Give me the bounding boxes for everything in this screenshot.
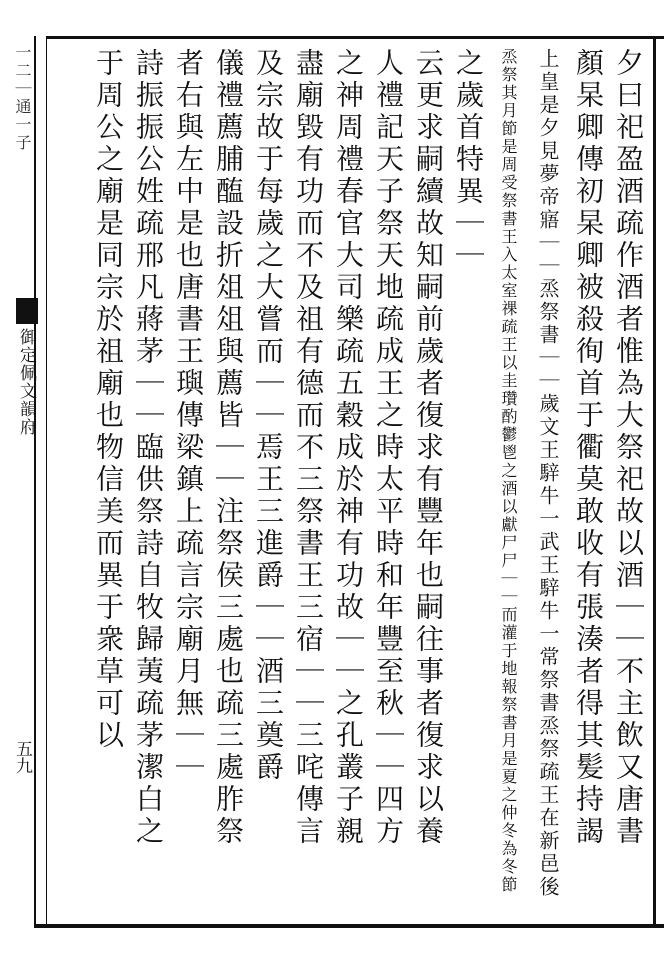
text-column: 顏杲卿傳初杲卿被殺徇首于衢莫敢收有張湊者得其髪持謁 bbox=[572, 48, 605, 848]
book-title: 御定佩文韻府 bbox=[16, 328, 36, 436]
text-column: 者右與左中是也唐書王璵傳梁鎮上疏言宗廟月無｜｜ bbox=[172, 48, 205, 784]
fishtail-block bbox=[16, 298, 38, 324]
frame-left-inner-border bbox=[46, 36, 47, 928]
text-column: 盡廟毀有功而不及祖有德而不三祭書王三宿｜｜三咤傳言 bbox=[292, 48, 325, 848]
text-column: 上皇是夕見夢帝寤｜｜烝祭書｜｜歲文王騂牛一武王騂牛一常祭書烝祭疏王在新邑後 bbox=[536, 48, 560, 899]
text-column: 云更求嗣續故知嗣前歲者復求有豐年也嗣往事者復求以養 bbox=[412, 48, 445, 848]
margin-top-text: 一二｜通一子 bbox=[13, 44, 32, 152]
frame-right-border bbox=[653, 36, 656, 928]
margin-column bbox=[12, 44, 38, 284]
text-column: 夕曰祀盈酒疏作酒者惟為大祭祀故以酒｜｜不主飲又唐書 bbox=[612, 48, 645, 848]
text-column: 詩振振公姓疏邢凡蔣茅｜｜臨供祭詩自牧歸荑疏茅潔白之 bbox=[132, 48, 165, 848]
text-column: 及宗故于每歲之大嘗而｜｜焉王三進爵｜｜酒三奠爵 bbox=[252, 48, 285, 784]
text-column: 之歲首特異｜｜ bbox=[452, 48, 485, 272]
frame-bottom-border bbox=[34, 924, 664, 928]
text-column: 人禮記天子祭天地疏成王之時太平時和年豐至秋｜｜四方 bbox=[372, 48, 405, 848]
text-column: 烝祭其月節是周受祭書王入太室祼疏王以圭瓚酌鬱鬯之酒以獻尸尸｜｜而灌于地報祭書月是夏之仲冬為冬節 bbox=[499, 48, 518, 894]
page-number: 五九 bbox=[12, 740, 32, 774]
text-column: 儀禮薦脯醢設折俎俎與薦皆｜｜注祭侯三處也疏三處胙祭 bbox=[212, 48, 245, 848]
text-column: 之神周禮春官大司樂疏五穀成於神有功故｜｜之孔叢子親 bbox=[332, 48, 365, 848]
frame-top-border bbox=[46, 36, 664, 39]
text-column: 于周公之廟是同宗於祖廟也物信美而異于衆草可以 bbox=[92, 48, 125, 752]
